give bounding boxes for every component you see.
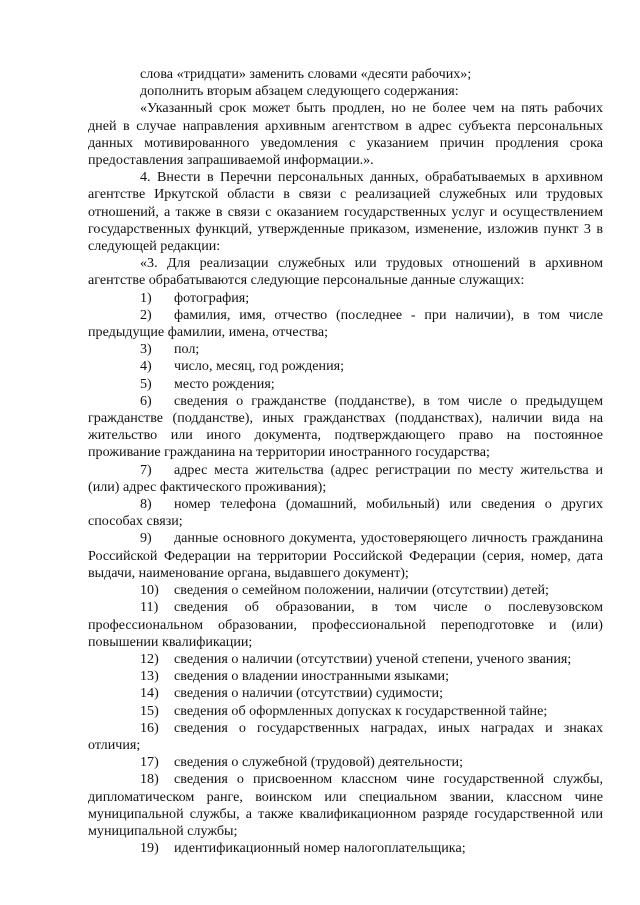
list-item [88, 290, 603, 307]
list-item-number: 12) [140, 650, 159, 667]
list-item-number: 13) [140, 668, 159, 685]
list-item [88, 703, 603, 720]
list-item [88, 358, 603, 375]
list-item-number: 2) [140, 306, 152, 323]
paragraph: слова «тридцати» заменить словами «десяти рабочих»; [140, 66, 472, 82]
list-item-text: сведения о присвоенном классном чине государственной службы, дипломатическом ранге, воинском или специальном звании, классном чине муниципальной службы, а также квалификационном разряде государственной или муниципальной службы; [88, 771, 603, 839]
list-item-number: 19) [140, 840, 159, 857]
list-item [88, 307, 603, 341]
list-item-text: сведения о наличии (отсутствии) ученой степени, ученого звания; [174, 650, 572, 667]
list-item-text: данные основного документа, удостоверяющего личность гражданина Российской Федерации на территории Российской Федерации (серия, номер, дата выдачи, наименование органа, выдавшего документ); [88, 530, 603, 581]
list-item-number: 18) [140, 771, 159, 788]
list-item [88, 771, 603, 840]
list-item [88, 685, 603, 702]
list-item-text: фотография; [174, 289, 250, 306]
list-item [88, 840, 603, 857]
list-item [88, 376, 603, 393]
paragraph: 4. Внести в Перечни персональных данных, обрабатываемых в архивном агентстве Иркутской области в связи с реализацией служебных или трудовых отношений, а также в связи с оказанием государственных услуг и осуществлением государственных функций, утвержденные приказом, изменение, изложив пункт 3 в следующей редакции: [88, 169, 603, 255]
document-body [88, 66, 603, 857]
list-item-text: идентификационный номер налогоплательщика; [174, 840, 466, 857]
list-item-number: 8) [140, 496, 152, 513]
list-item-text: сведения об образовании, в том числе о послевузовском профессиональном образовании, профессиональной переподготовке и (или) повышении квалификации; [88, 599, 603, 650]
list-item-text: сведения о гражданстве (подданстве), в том числе о предыдущем гражданстве (подданстве), иных гражданствах (подданствах), наличии вида на жительство или иного документа, подтверждающего право на постоянное проживание гражданина на территории иностранного государства; [88, 392, 603, 461]
list-item-text: сведения о государственных наградах, иных наградах и знаках отличия; [88, 719, 603, 753]
list-item [88, 462, 603, 496]
list-item-number: 11) [140, 599, 159, 616]
list-item [88, 341, 603, 358]
list-item-number: 16) [140, 719, 159, 736]
list-item-number: 1) [140, 289, 152, 306]
list-item [88, 530, 603, 582]
list-item [88, 582, 603, 599]
paragraph: «3. Для реализации служебных или трудовых отношений в архивном агентстве обрабатываются следующие персональные данные служащих: [88, 255, 603, 289]
list-item [88, 754, 603, 771]
list-item-number: 17) [140, 754, 159, 771]
list-item-number: 6) [140, 392, 152, 409]
list-item-number: 4) [140, 358, 152, 375]
list-item-text: сведения о наличии (отсутствии) судимости; [174, 685, 444, 702]
list-item-text: сведения о владении иностранными языками; [174, 668, 450, 685]
list-item [88, 599, 603, 651]
list-item-number: 9) [140, 530, 152, 547]
list-item-number: 5) [140, 375, 152, 392]
list-item-number: 3) [140, 341, 152, 358]
list-item [88, 720, 603, 754]
list-item-number: 15) [140, 702, 159, 719]
paragraph: дополнить вторым абзацем следующего содержания: [140, 83, 459, 100]
paragraph: «Указанный срок может быть продлен, но не более чем на пять рабочих дней в случае направления архивным агентством в адрес субъекта персональных данных мотивированного уведомления с указанием причин продления срока предоставления запрашиваемой информации.». [88, 100, 603, 169]
list-item [88, 496, 603, 530]
list-item-text: число, месяц, год рождения; [174, 358, 345, 375]
list-item [88, 651, 603, 668]
list-item-text: адрес места жительства (адрес регистрации по месту жительства и (или) адрес фактического проживания); [88, 461, 603, 495]
list-item-text: номер телефона (домашний, мобильный) или сведения о других способах связи; [88, 496, 603, 530]
list-item [88, 668, 603, 685]
list-item-text: пол; [174, 341, 200, 358]
list-item-number: 14) [140, 685, 159, 702]
list-item-text: сведения о служебной (трудовой) деятельности; [174, 754, 463, 771]
list-item-text: сведения об оформленных допусках к государственной тайне; [174, 702, 548, 719]
list-item-text: фамилия, имя, отчество (последнее - при наличии), в том числе предыдущие фамилии, имена, отчества; [88, 306, 603, 341]
list-item-number: 10) [140, 582, 159, 599]
list-item-text: сведения о семейном положении, наличии (отсутствии) детей; [174, 582, 549, 599]
list-item-text: место рождения; [174, 375, 275, 392]
list-item-number: 7) [140, 461, 152, 478]
list-item [88, 393, 603, 462]
